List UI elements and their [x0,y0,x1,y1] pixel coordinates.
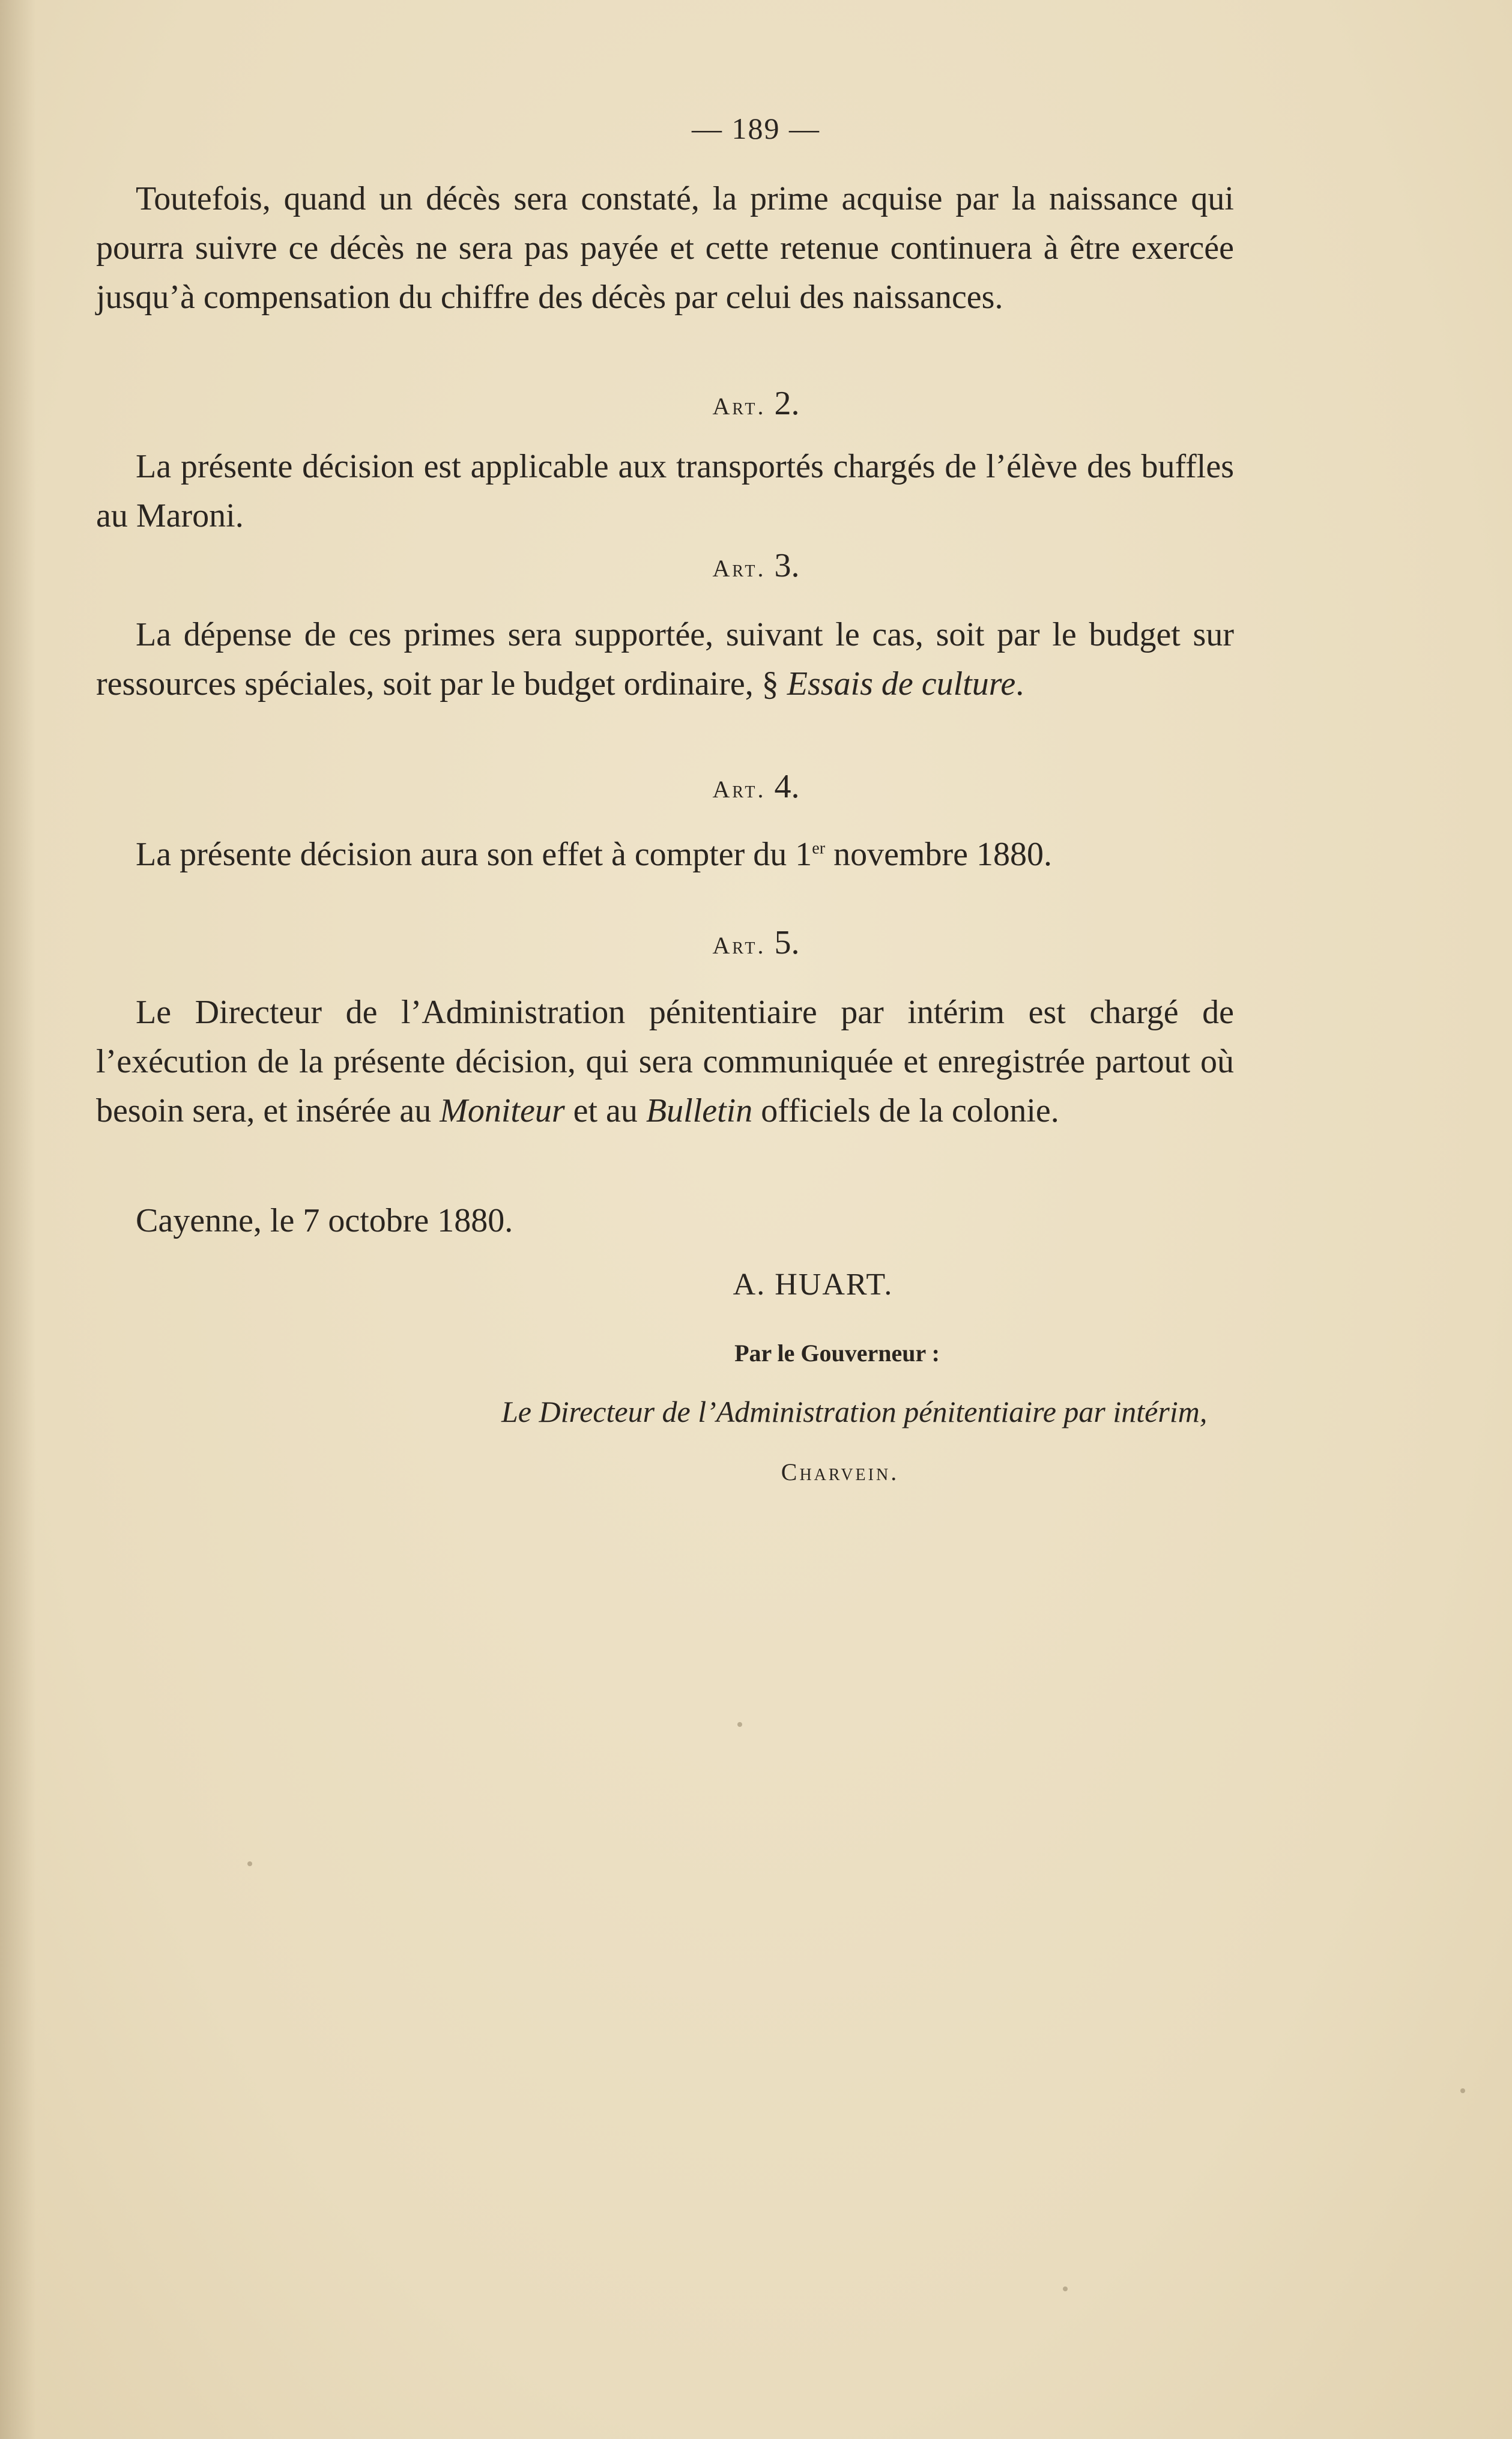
article-label: Art. [712,555,766,582]
article-number: 2. [774,385,800,422]
date-line [96,1196,1234,1245]
paragraph-text: Toutefois, quand un décès sera constaté, la prime acquise par la naissance qui pourra suivre ce décès ne sera pas payée et cette retenue continuera à être exercée jusqu’à compensation du chiffre des décès par celui des naissances. [96,180,1234,316]
article-label: Art. [712,393,766,420]
director-title: Le Directeur de l’Administration pénitentiaire par intérim, [501,1395,1208,1428]
by-governor-line: Par le Gouverneur : [734,1340,940,1367]
paper-speck [1460,2088,1465,2093]
paragraph-buffles [96,442,1234,540]
paragraph-text: Le Directeur de l’Administration pénitentiaire par intérim est chargé de l’exécution de la présente décision, qui sera communiquée et enregistrée partout où besoin sera, et insérée au [96,994,1234,1129]
date-text: Cayenne, le 7 octobre 1880. [136,1202,513,1239]
article-label: Art. [712,776,766,803]
paragraph-text: La dépense de ces primes sera supportée, suivant le cas, soit par le budget sur ressources spéciales, soit par le budget ordinaire, § [96,616,1234,703]
paragraph-text-end: novembre 1880. [825,836,1052,873]
signature-huart: A. HUART. [733,1268,894,1302]
paragraph-text: officiels de la colonie. [752,1092,1059,1129]
paper-speck [1063,2286,1068,2291]
paper-speck [247,1861,252,1866]
director-name: Charvein. [781,1458,900,1485]
paragraph-italic-essais: Essais de culture [787,665,1016,703]
article-label: Art. [712,932,766,959]
article-heading-4 [0,767,1512,806]
paragraph-depense [96,610,1234,709]
superscript-er: er [812,839,826,858]
paragraph-end: . [1015,665,1024,703]
article-heading-3 [0,546,1512,585]
paragraph-text: La présente décision aura son effet à compter du 1 [136,836,812,873]
paper-speck [737,1722,742,1727]
article-heading-2 [0,384,1512,423]
paragraph-italic-bulletin: Bulletin [646,1092,753,1129]
article-heading-5 [0,923,1512,962]
article-number: 3. [774,547,800,584]
paragraph-directeur [96,988,1234,1135]
paragraph-italic-moniteur: Moniteur [440,1092,565,1129]
page-number: — 189 — [692,112,820,145]
paragraph-effet [96,830,1234,879]
paragraph-toutefois [96,174,1234,322]
paragraph-text: et au [564,1092,646,1129]
article-number: 5. [774,924,800,961]
paragraph-text: La présente décision est applicable aux transportés chargés de l’élève des buffles au Maroni. [96,448,1234,534]
article-number: 4. [774,768,800,805]
